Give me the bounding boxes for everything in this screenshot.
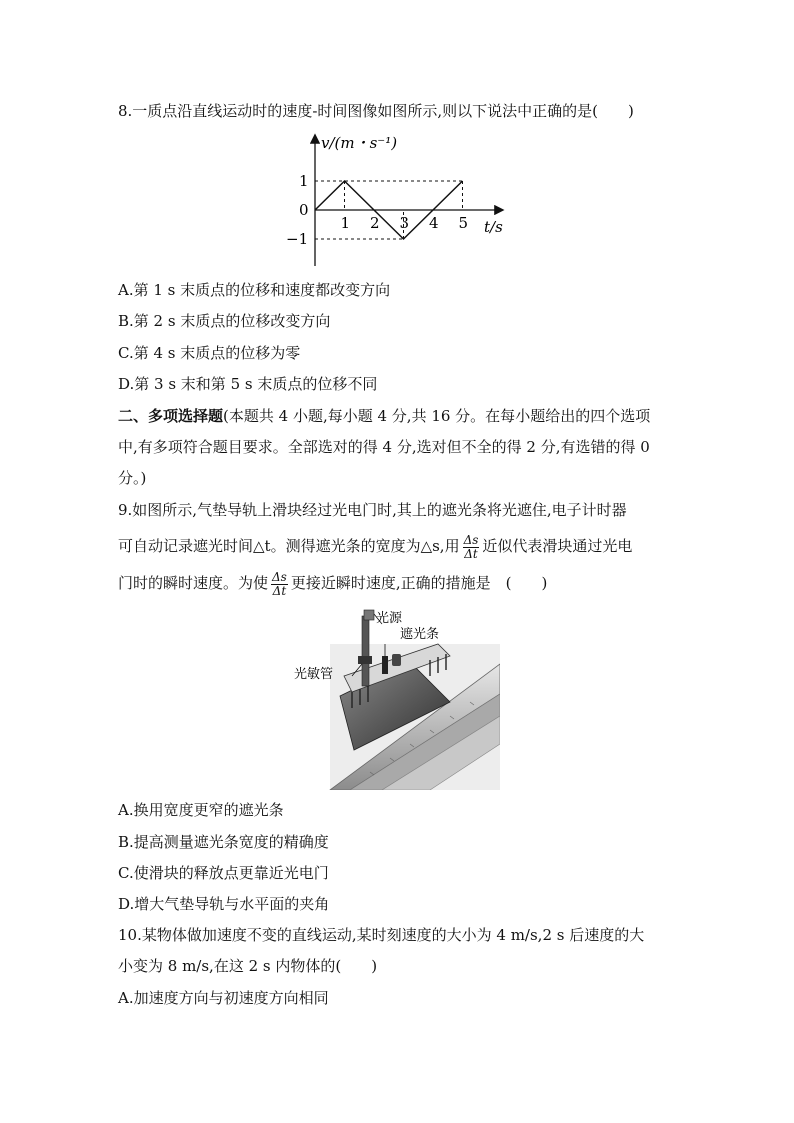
q9-fraction-1: $\frac{\Delta s}{\Delta t}$ xyxy=(463,532,479,561)
x-tick-label: 3 xyxy=(399,214,410,232)
q9-line3-a: 门时的瞬时速度。为使 xyxy=(118,574,269,592)
q9-line3-b: 更接近瞬时速度,正确的措施是 ( ) xyxy=(290,574,548,592)
x-tick-label: 2 xyxy=(370,214,380,232)
q8-option-b: B.第 2 s 末质点的位移改变方向 xyxy=(118,312,331,330)
y-tick-label: −1 xyxy=(286,230,309,248)
q9-option-d: D.增大气垫导轨与水平面的夹角 xyxy=(118,895,330,913)
q10-option-a: A.加速度方向与初速度方向相同 xyxy=(118,989,329,1007)
q9-line1: 9.如图所示,气垫导轨上滑块经过光电门时,其上的遮光条将光遮住,电子计时器 xyxy=(118,501,627,519)
x-tick-label: 5 xyxy=(458,214,469,232)
section2-desc-3: 分。) xyxy=(118,469,147,487)
y-axis-label: v/(m・s⁻¹) xyxy=(321,134,398,152)
x-tick-label: 4 xyxy=(429,214,439,232)
q10-line1: 10.某物体做加速度不变的直线运动,某时刻速度的大小为 4 m/s,2 s 后速度的大 xyxy=(118,926,645,944)
y-tick-label: 0 xyxy=(299,201,309,219)
x-tick-label: 1 xyxy=(340,214,351,232)
q9-line2 xyxy=(118,531,632,561)
q9-option-c: C.使滑块的释放点更靠近光电门 xyxy=(118,864,329,882)
q9-line2-b: 近似代表滑块通过光电 xyxy=(482,537,633,555)
q9-line2-a: 可自动记录遮光时间△t。测得遮光条的宽度为△s,用 xyxy=(118,537,460,555)
section2-line1 xyxy=(118,406,650,426)
section2-desc-2: 中,有多项符合题目要求。全部选对的得 4 分,选对但不全的得 2 分,有选错的得 0 xyxy=(118,438,650,456)
q8-option-c: C.第 4 s 末质点的位移为零 xyxy=(118,344,301,362)
vt-graph xyxy=(280,128,510,270)
section2-title: 二、多项选择题 xyxy=(118,407,224,425)
label-shade-strip: 遮光条 xyxy=(400,627,440,642)
q10-line2: 小变为 8 m/s,在这 2 s 内物体的( ) xyxy=(118,957,378,975)
y-tick-label: 1 xyxy=(299,172,309,190)
x-axis-label: t/s xyxy=(484,218,503,236)
q9-fraction-2: $\frac{\Delta s}{\Delta t}$ xyxy=(272,569,287,598)
q9-line3 xyxy=(118,568,547,598)
q8-stem: 8.一质点沿直线运动时的速度-时间图像如图所示,则以下说法中正确的是( ) xyxy=(118,102,634,120)
q9-option-a: A.换用宽度更窄的遮光条 xyxy=(118,801,284,819)
label-light-source: 光源 xyxy=(376,611,403,626)
label-photo-tube: 光敏管 xyxy=(294,667,334,682)
air-track-photo xyxy=(290,604,500,790)
section2-desc-1: (本题共 4 小题,每小题 4 分,共 16 分。在每小题给出的四个选项 xyxy=(223,407,651,425)
q8-option-d: D.第 3 s 末和第 5 s 末质点的位移不同 xyxy=(118,375,378,393)
q8-option-a: A.第 1 s 末质点的位移和速度都改变方向 xyxy=(118,281,391,299)
q9-option-b: B.提高测量遮光条宽度的精确度 xyxy=(118,833,329,851)
